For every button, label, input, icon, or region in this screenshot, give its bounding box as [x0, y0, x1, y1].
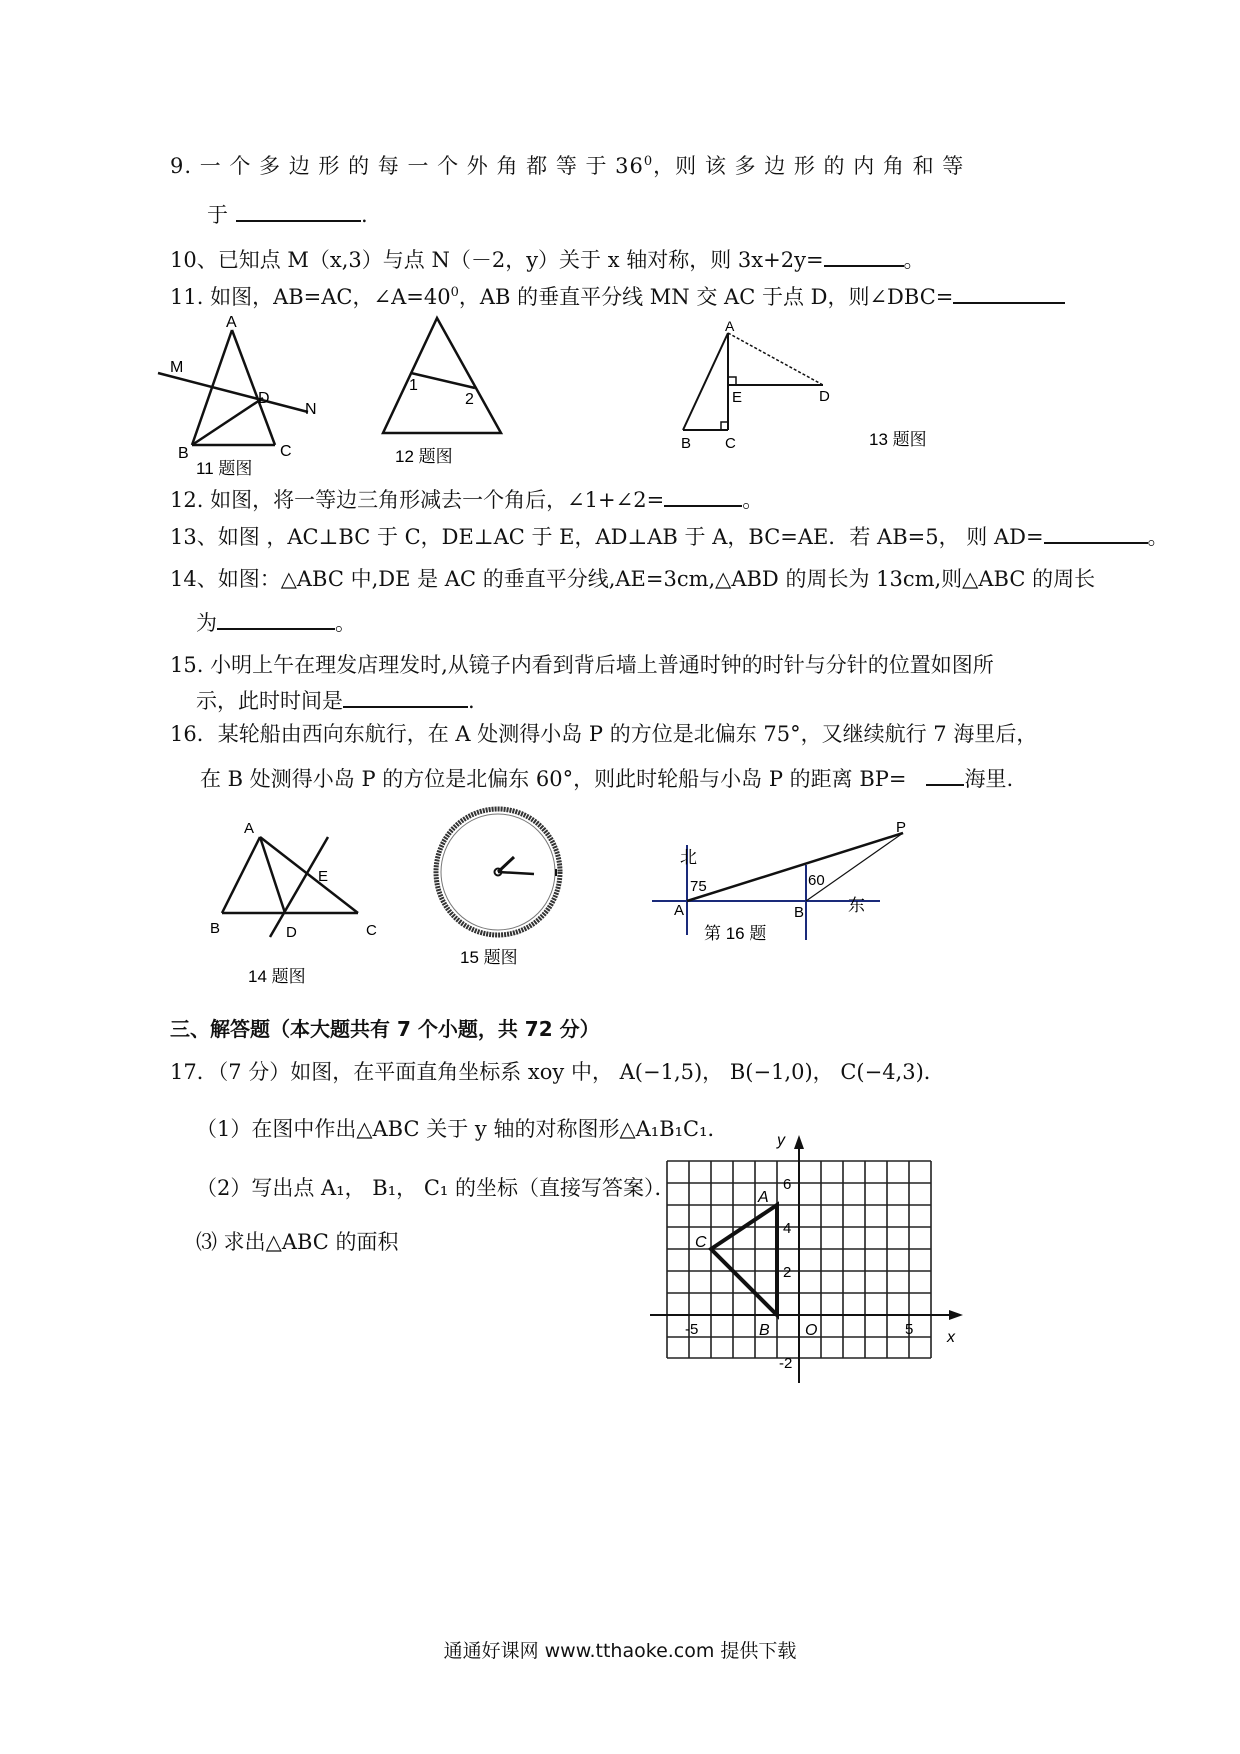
- question-17-part1: （1）在图中作出△ABC 关于 y 轴的对称图形△A₁B₁C₁．: [196, 1117, 729, 1141]
- q9-degree: 0: [643, 154, 654, 169]
- f14-label-a: A: [244, 820, 255, 837]
- question-12: [170, 487, 763, 513]
- f13-caption: 13 题图: [869, 430, 927, 449]
- f11-label-d: D: [258, 390, 270, 407]
- q15-answer-blank[interactable]: [343, 688, 468, 708]
- figure-12: [375, 310, 535, 470]
- f14-caption: 14 题图: [248, 967, 306, 986]
- q14-text: 14、如图：△ABC 中,DE 是 AC 的垂直平分线,AE=3cm,△ABD 的周长为 13cm,则△ABC 的周长: [170, 567, 1096, 591]
- question-10: [170, 247, 925, 273]
- f16-north: 北: [680, 848, 697, 867]
- coordinate-grid: [645, 1125, 975, 1385]
- grid-label-b: B: [759, 1322, 770, 1339]
- grid-tick-neg5: -5: [685, 1321, 699, 1338]
- figure-14: [200, 815, 400, 990]
- f13-label-a: A: [725, 318, 735, 334]
- question-9-line1: [170, 154, 964, 179]
- figure-11: [150, 310, 340, 480]
- q14-wei: 为: [196, 611, 217, 635]
- f13-label-d: D: [819, 388, 830, 405]
- question-17-part3: ⑶ 求出△ABC 的面积: [196, 1230, 399, 1254]
- grid-label-c: C: [695, 1234, 707, 1251]
- q11-text-b: ，AB 的垂直平分线 MN 交 AC 于点 D，则∠DBC=: [458, 285, 954, 309]
- f16-label-p: P: [896, 819, 907, 836]
- f16-label-b: B: [794, 904, 805, 921]
- question-16-line1: [170, 722, 1037, 747]
- question-13: [170, 524, 1169, 550]
- q10-end: 。: [903, 248, 925, 272]
- f11-label-a: A: [226, 314, 237, 331]
- f11-label-n: N: [305, 401, 317, 418]
- question-17-part2: （2）写出点 A₁， B₁， C₁ 的坐标（直接写答案）．: [196, 1176, 676, 1200]
- q15-text-b: 示，此时时间是: [196, 689, 343, 713]
- grid-axis-y: y: [777, 1132, 785, 1149]
- f11-label-b: B: [178, 445, 189, 462]
- q12-answer-blank[interactable]: [664, 487, 742, 507]
- grid-tick-2: 2: [783, 1264, 792, 1281]
- q11-text-a: 11. 如图，AB=AC，∠A=40: [170, 285, 451, 309]
- question-14-line1: [170, 567, 1095, 592]
- q9-yu: 于: [207, 203, 228, 227]
- q10-text: 10、已知点 M（x,3）与点 N（－2，y）关于 x 轴对称，则 3x+2y=: [170, 248, 824, 272]
- question-15-line2: [196, 688, 475, 714]
- f11-label-m: M: [170, 359, 184, 376]
- grid-label-a: A: [758, 1189, 769, 1206]
- f11-caption: 11 题图: [196, 459, 253, 478]
- q9-text-a: 9. 一 个 多 边 形 的 每 一 个 外 角 都 等 于 36: [170, 154, 644, 178]
- f16-angle-60: 60: [808, 872, 825, 889]
- q16-text-b: 在 B 处测得小岛 P 的方位是北偏东 60°，则此时轮船与小岛 P 的距离 BP=: [200, 767, 907, 791]
- f14-label-d: D: [286, 924, 297, 941]
- q9-text-b: ，则 该 多 边 形 的 内 角 和 等: [653, 154, 965, 178]
- f13-label-e: E: [732, 389, 743, 406]
- f16-east: 东: [848, 896, 865, 915]
- q16-text: 16．某轮船由西向东航行，在 A 处测得小岛 P 的方位是北偏东 75°，又继续航行 7 海里后，: [170, 722, 1038, 746]
- grid-tick-5: 5: [905, 1321, 914, 1338]
- f16-caption: 第 16 题: [704, 924, 767, 943]
- grid-tick-4: 4: [783, 1220, 792, 1237]
- q16-end: 海里.: [964, 767, 1014, 791]
- f14-label-e: E: [318, 868, 329, 885]
- f12-angle-2: 2: [465, 391, 474, 408]
- section-3-heading: 三、解答题（本大题共有 7 个小题，共 72 分）: [170, 1017, 600, 1041]
- f16-label-a: A: [674, 902, 685, 919]
- question-16-line2: [200, 766, 1013, 792]
- figure-15: [430, 805, 580, 975]
- question-14-line2: [196, 610, 356, 636]
- q16-answer-blank[interactable]: [926, 766, 964, 786]
- question-17-intro: 17．（7 分）如图，在平面直角坐标系 xoy 中， A(−1,5)， B(−1,0)， C(−4,3)．: [170, 1060, 945, 1084]
- figure-13: [675, 315, 945, 455]
- question-9-line2: [207, 202, 368, 228]
- q10-answer-blank[interactable]: [824, 247, 904, 267]
- q15-text: 15. 小明上午在理发店理发时,从镜子内看到背后墙上普通时钟的时针与分针的位置如图所: [170, 653, 994, 677]
- f13-label-c: C: [725, 435, 736, 452]
- grid-tick-6: 6: [783, 1176, 792, 1193]
- question-11: [170, 284, 1065, 310]
- figure-16: [650, 815, 920, 945]
- f14-label-b: B: [210, 920, 221, 937]
- f16-angle-75: 75: [690, 878, 707, 895]
- q14-answer-blank[interactable]: [217, 610, 335, 630]
- question-15-line1: [170, 653, 994, 678]
- f11-label-c: C: [280, 443, 292, 460]
- q11-answer-blank[interactable]: [953, 284, 1065, 304]
- page-footer: 通通好课网 www.tthaoke.com 提供下载: [443, 1640, 797, 1662]
- q13-end: 。: [1147, 525, 1169, 549]
- q13-answer-blank[interactable]: [1044, 524, 1148, 544]
- q15-end: .: [468, 689, 475, 713]
- f12-angle-1: 1: [409, 377, 418, 394]
- q11-degree: 0: [450, 285, 459, 300]
- f14-label-c: C: [366, 922, 377, 939]
- f12-caption: 12 题图: [395, 447, 453, 466]
- q12-text: 12. 如图，将一等边三角形减去一个角后，∠1+∠2=: [170, 488, 665, 512]
- f13-label-b: B: [681, 435, 692, 452]
- f15-caption: 15 题图: [460, 948, 518, 967]
- q12-end: 。: [742, 488, 764, 512]
- grid-origin: O: [805, 1322, 818, 1339]
- q9-period: .: [361, 203, 368, 227]
- q9-answer-blank[interactable]: [236, 202, 361, 222]
- q14-end: 。: [335, 611, 356, 635]
- q13-text: 13、如图 ，AC⊥BC 于 C，DE⊥AC 于 E，AD⊥AB 于 A，BC=AE．若 AB=5， 则 AD=: [170, 525, 1044, 549]
- grid-axis-x: x: [947, 1329, 955, 1346]
- grid-tick-neg2: -2: [779, 1355, 793, 1372]
